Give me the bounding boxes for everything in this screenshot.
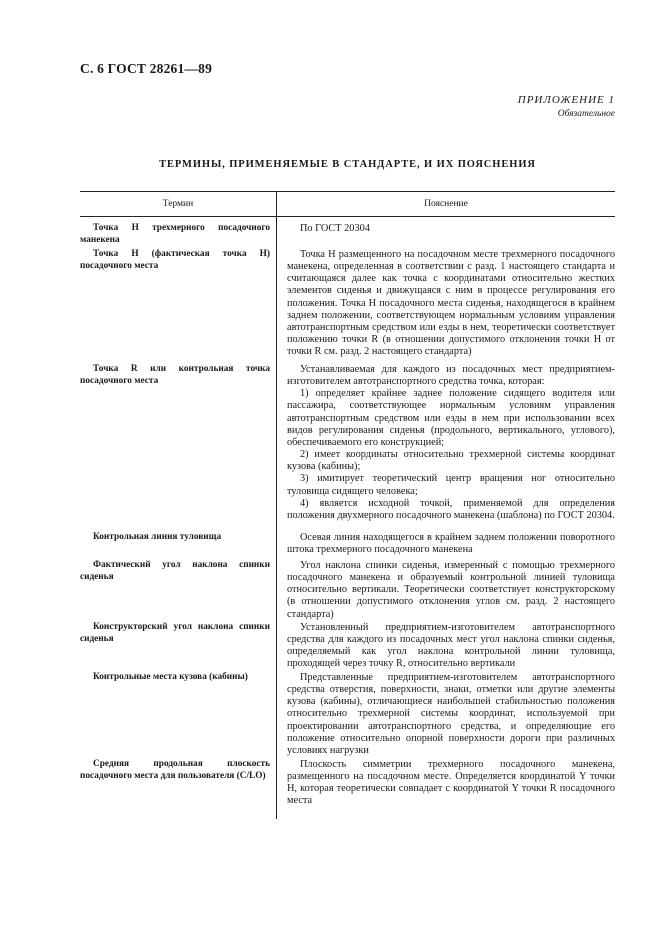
explanation-paragraph: Точка H размещенного на посадочном месте трехмерного посадочного манекена, определенная в соответствии с разд. 1 настоящего стандарта и считающаяся далее как точка с координатами относительно жестких элементов сиденья и движущаяся с ним в процессе регулирования его положения. Точка H посадочного места сиденья, находящегося в крайнем заднем положении, соответствующем нормальным условиям управления автотранспортным средством или езды в нем, теоретически соответствует положению точки R (в отношении допустимого отклонения точки H от точки R см. разд. 2 настоящего стандарта): [287, 249, 615, 358]
table-row: [80, 560, 615, 622]
explanation-cell: [277, 622, 616, 672]
explanation-paragraph: 1) определяет крайнее заднее положение сидящего водителя или пассажира, соответствующее нормальным условиям управления автотранспортным средством или езды в нем при использовании всех видов регулирования сиденья (продольного, вертикального, углового), обеспечиваемого его конструкцией;: [287, 388, 615, 448]
term-cell: Контрольные места кузова (кабины): [80, 672, 277, 759]
term-cell: Средняя продольная плоскость посадочного места для пользователя (C/LO): [80, 759, 277, 819]
table-row: [80, 532, 615, 560]
terms-table: [80, 191, 615, 819]
explanation-paragraph: Плоскость симметрии трехмерного посадочного манекена, размещенного на посадочном месте. Определяется координатой Y точки H, которая теоретически совпадает с координатой Y точки R посадочного места: [287, 759, 615, 807]
explanation-paragraph: 2) имеет координаты относительно трехмерной системы координат кузова (кабины);: [287, 449, 615, 473]
table-header-row: [80, 192, 615, 217]
explanation-cell: [277, 249, 616, 364]
section-title: ТЕРМИНЫ, ПРИМЕНЯЕМЫЕ В СТАНДАРТЕ, И ИХ ПОЯСНЕНИЯ: [159, 159, 536, 170]
explanation-paragraph: Установленный предприятием-изготовителем автотранспортного средства для каждого из посадочных мест угол наклона спинки сиденья, определяемый как угол наклона контрольной линии туловища, проходящей через точку R, относительно вертикали: [287, 622, 615, 670]
term-cell: Конструкторский угол наклона спинки сиденья: [80, 622, 277, 672]
explanation-paragraph: 3) имитирует теоретический центр вращения ног относительно туловища сидящего человека;: [287, 473, 615, 497]
table-row: [80, 217, 615, 250]
table-row: [80, 249, 615, 364]
appendix-label: [518, 94, 615, 119]
term-cell: Точка R или контрольная точка посадочного места: [80, 364, 277, 532]
explanation-paragraph: 4) является исходной точкой, применяемой для определения положения двухмерного посадочного манекена (шаблона) по ГОСТ 20304.: [287, 497, 615, 521]
explanation-paragraph: Угол наклона спинки сиденья, измеренный с помощью трехмерного посадочного манекена и образуемый контрольной линией туловища относительно вертикали. Теоретически соответствует конструкторскому (в отношении допустимого отклонения углов см. разд. 2 настоящего стандарта): [287, 560, 615, 620]
table-row: [80, 364, 615, 532]
table-row: [80, 672, 615, 759]
appendix-status: Обязательное: [557, 109, 615, 119]
column-header-explanation: Пояснение: [277, 192, 616, 217]
term-cell: Фактический угол наклона спинки сиденья: [80, 560, 277, 622]
explanation-paragraph: Представленные предприятием-изготовителем автотранспортного средства отверстия, поверхности, знаки, отметки или другие элементы кузова (кабины), отличающиеся наибольшей стабильностью положения относительно трехмерной системы координат, используемой при проектировании автотранспортного средства, и определяющие его положение относительно опорной поверхности дороги при различных условиях нагрузки: [287, 672, 615, 756]
table-row: [80, 759, 615, 819]
explanation-cell: [277, 560, 616, 622]
explanation-paragraph: Устанавливаемая для каждого из посадочных мест предприятием-изготовителем автотранспортного средства точка, которая:: [287, 364, 615, 388]
explanation-paragraph: По ГОСТ 20304: [300, 223, 370, 234]
table-row: [80, 622, 615, 672]
explanation-cell: [277, 759, 616, 819]
explanation-cell: [277, 672, 616, 759]
column-header-term: Термин: [80, 192, 277, 217]
term-cell: Точка H трехмерного посадочного манекена: [80, 217, 277, 250]
appendix-number: ПРИЛОЖЕНИЕ 1: [517, 94, 615, 106]
explanation-paragraph: Осевая линия находящегося в крайнем заднем положении поворотного штока трехмерного посадочного манекена: [287, 532, 615, 556]
explanation-cell: [277, 532, 616, 560]
explanation-cell: [277, 217, 616, 250]
page-header: С. 6 ГОСТ 28261—89: [80, 61, 213, 76]
term-cell: Точка H (фактическая точка H) посадочного места: [80, 249, 277, 364]
explanation-cell: [277, 364, 616, 532]
term-cell: Контрольная линия туловища: [80, 532, 277, 560]
